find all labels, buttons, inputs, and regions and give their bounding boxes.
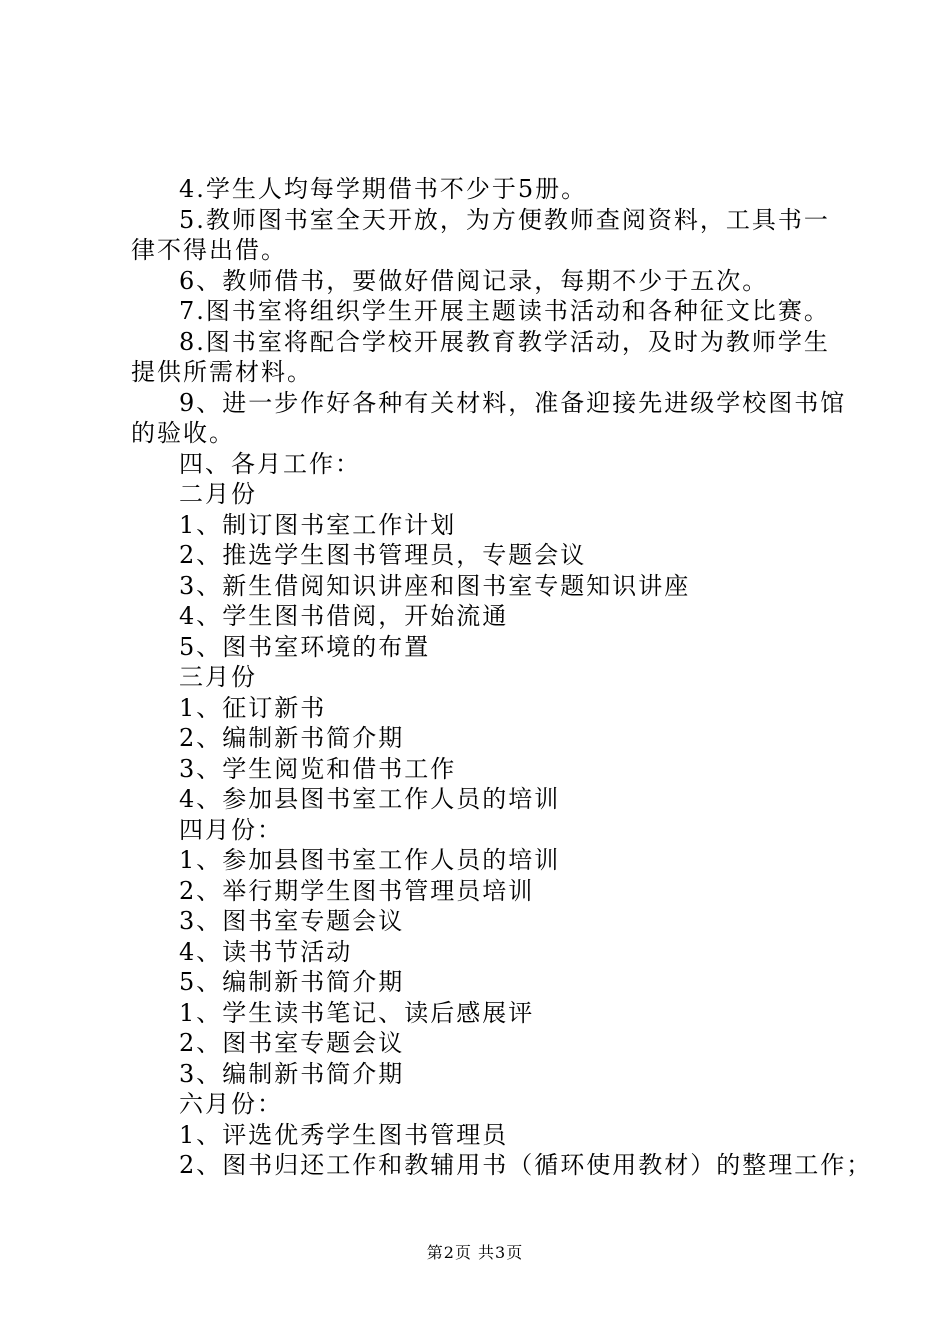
paragraph-line: 3、学生阅览和借书工作 — [179, 754, 457, 783]
paragraph-line: 1、制订图书室工作计划 — [179, 510, 457, 539]
paragraph-line: 二月份 — [179, 480, 257, 508]
page-footer: 第2页 共3页 — [426, 1243, 524, 1262]
paragraph-line: 6、教师借书，要做好借阅记录，每期不少于五次。 — [179, 266, 769, 295]
paragraph-line: 8.图书室将配合学校开展教育教学活动，及时为教师学生 — [179, 327, 830, 356]
paragraph-line: 2、编制新书简介期 — [179, 724, 405, 752]
paragraph-line: 4、学生图书借阅，开始流通 — [179, 602, 509, 630]
paragraph-line: 2、推选学生图书管理员，专题会议 — [179, 541, 587, 569]
paragraph-line: 2、举行期学生图书管理员培训 — [179, 876, 535, 905]
paragraph-line: 四、各月工作： — [179, 449, 361, 478]
paragraph-line: 5、图书室环境的布置 — [179, 632, 431, 661]
paragraph-line: 3、编制新书简介期 — [179, 1059, 405, 1088]
paragraph-line: 六月份： — [179, 1090, 283, 1118]
paragraph-line: 3、新生借阅知识讲座和图书室专题知识讲座 — [179, 571, 691, 600]
paragraph-line: 三月份 — [179, 663, 257, 691]
document-body — [131, 174, 873, 1181]
paragraph-continuation-line: 的验收。 — [131, 419, 235, 447]
paragraph-line: 7.图书室将组织学生开展主题读书活动和各种征文比赛。 — [179, 297, 830, 325]
paragraph-line: 1、参加县图书室工作人员的培训 — [179, 846, 561, 874]
paragraph-line: 5.教师图书室全天开放，为方便教师查阅资料，工具书一 — [179, 205, 830, 234]
paragraph-line: 5、编制新书简介期 — [179, 968, 405, 996]
paragraph-continuation-line: 律不得出借。 — [131, 236, 287, 264]
paragraph-line: 4.学生人均每学期借书不少于5册。 — [179, 175, 588, 203]
paragraph-continuation-line: 提供所需材料。 — [131, 358, 313, 386]
paragraph-line: 2、图书归还工作和教辅用书（循环使用教材）的整理工作； — [179, 1151, 873, 1179]
paragraph-line: 1、学生读书笔记、读后感展评 — [179, 998, 535, 1027]
paragraph-line: 9、进一步作好各种有关材料，准备迎接先进级学校图书馆 — [179, 388, 847, 417]
paragraph-line: 四月份： — [179, 815, 283, 844]
paragraph-line: 4、参加县图书室工作人员的培训 — [179, 785, 561, 813]
paragraph-line: 4、读书节活动 — [179, 937, 353, 966]
paragraph-line: 3、图书室专题会议 — [179, 907, 405, 935]
paragraph-line: 1、评选优秀学生图书管理员 — [179, 1120, 509, 1149]
paragraph-line: 1、征订新书 — [179, 693, 327, 722]
paragraph-line: 2、图书室专题会议 — [179, 1029, 405, 1057]
